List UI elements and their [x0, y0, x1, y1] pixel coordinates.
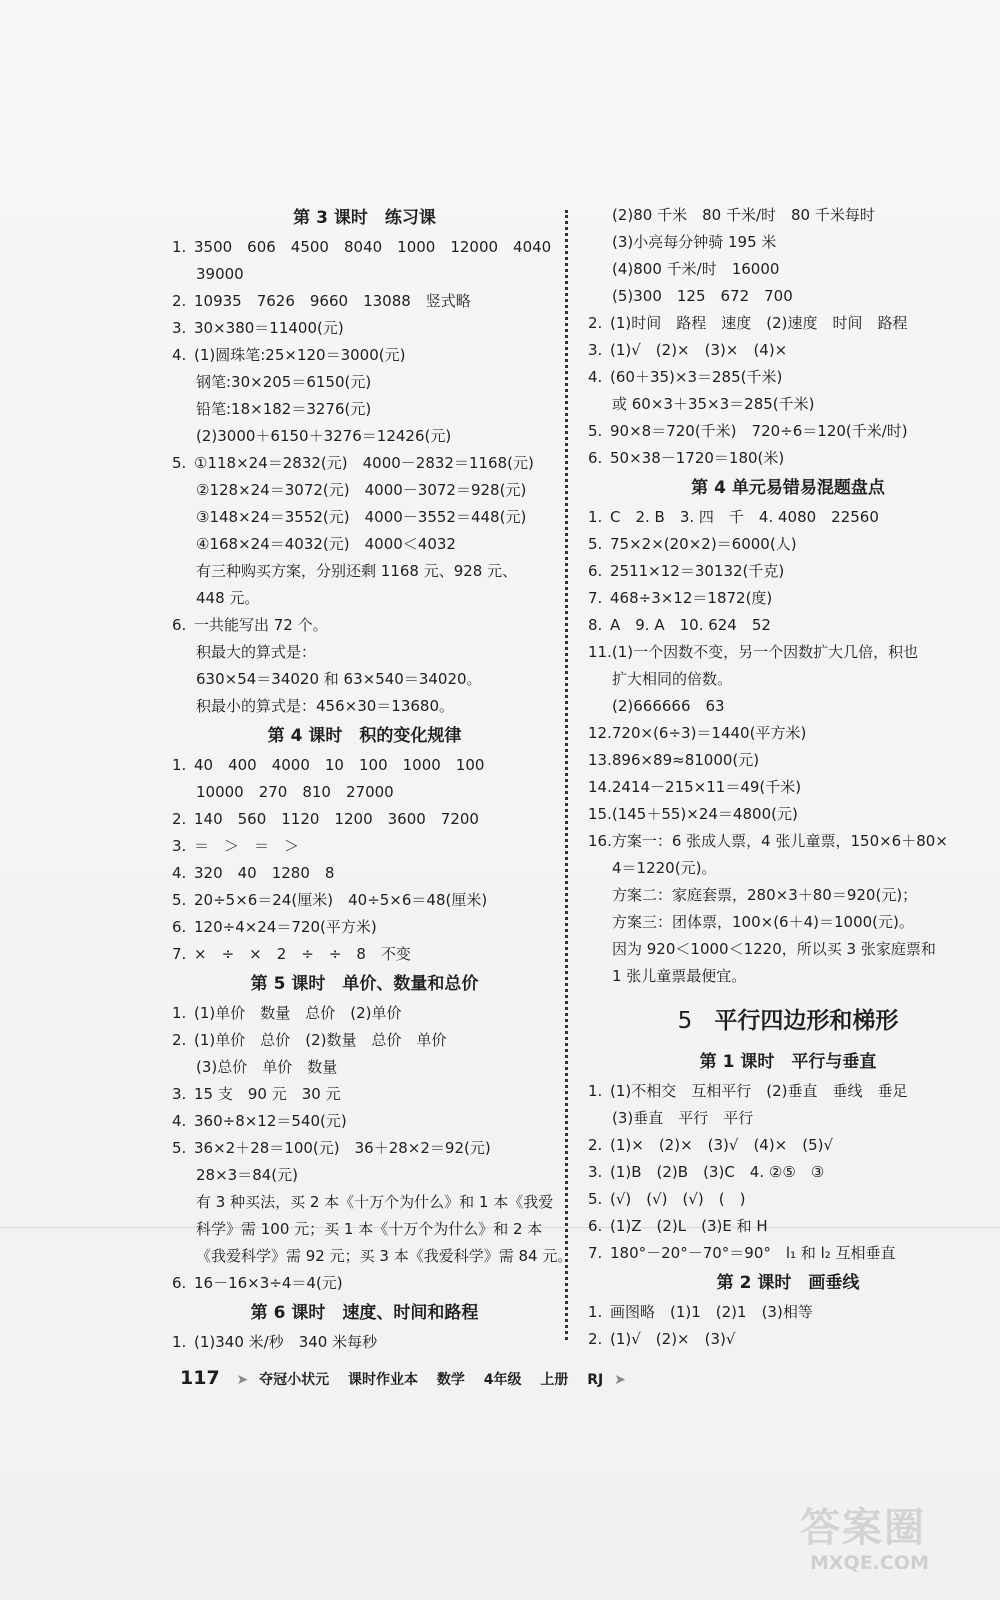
answer-line — [588, 531, 988, 558]
answer-line — [588, 364, 988, 391]
question-number: 3. — [588, 341, 603, 359]
question-number: 5. — [588, 1190, 603, 1208]
answer-text: (145＋55)×24＝4800(元) — [611, 805, 798, 823]
answer-line — [172, 833, 557, 860]
question-number: 3. — [172, 837, 187, 855]
section-heading: 第 4 单元易错易混题盘点 — [691, 478, 885, 498]
answer-continuation: (3)垂直 平行 平行 — [612, 1109, 754, 1127]
answer-line — [172, 1108, 557, 1135]
question-number: 1. — [172, 1333, 187, 1351]
answer-line — [172, 1027, 557, 1054]
answer-line — [172, 288, 557, 315]
answer-text: ＝ ＞ ＝ ＞ — [194, 837, 300, 855]
question-number: 6. — [588, 562, 603, 580]
answer-continuation: 积最大的算式是： — [196, 643, 317, 661]
answer-text: (1)Z (2)L (3)E 和 H — [610, 1217, 768, 1235]
answer-line — [172, 1329, 557, 1356]
answer-text: (1)B (2)B (3)C 4. ②⑤ ③ — [610, 1163, 825, 1181]
question-number: 3. — [588, 1163, 603, 1181]
answer-text: 40 400 4000 10 100 1000 100 — [194, 756, 485, 774]
answer-line — [588, 1213, 988, 1240]
question-number: 4. — [172, 346, 187, 364]
answer-text: ①118×24＝2832(元) 4000－2832＝1168(元) — [194, 454, 534, 472]
answer-text: 50×38－1720＝180(米) — [610, 449, 785, 467]
answer-continuation: (3)总价 单价 数量 — [196, 1058, 338, 1076]
question-number: 11. — [588, 643, 612, 661]
section-heading: 第 3 课时 练习课 — [293, 208, 436, 228]
column-divider — [565, 210, 568, 1340]
section-heading: 第 5 课时 单价、数量和总价 — [250, 974, 479, 994]
answer-line — [588, 612, 988, 639]
answer-text: 2414－215×11＝49(千米) — [611, 778, 802, 796]
question-number: 2. — [588, 1330, 603, 1348]
question-number: 5. — [588, 422, 603, 440]
answer-continuation: 1 张儿童票最便宜。 — [612, 967, 747, 985]
answer-line — [172, 806, 557, 833]
question-number: 1. — [172, 756, 187, 774]
answer-line — [588, 1240, 988, 1267]
question-number: 1. — [588, 508, 603, 526]
answer-line — [588, 418, 988, 445]
answer-line — [588, 1159, 988, 1186]
answer-text: 720×(6÷3)＝1440(平方米) — [611, 724, 807, 742]
answer-line — [588, 445, 988, 472]
answer-text: 20÷5×6＝24(厘米) 40÷5×6＝48(厘米) — [194, 891, 488, 909]
question-number: 2. — [588, 1136, 603, 1154]
answer-text: (1)340 米/秒 340 米每秒 — [194, 1333, 378, 1351]
answer-continuation: 39000 — [196, 265, 244, 283]
answer-text: 360÷8×12＝540(元) — [194, 1112, 347, 1130]
question-number: 5. — [588, 535, 603, 553]
question-number: 2. — [172, 810, 187, 828]
answer-line — [588, 801, 988, 828]
answer-text: 10935 7626 9660 13088 竖式略 — [194, 292, 471, 310]
question-number: 15. — [588, 805, 612, 823]
question-number: 1. — [588, 1303, 603, 1321]
answer-line — [588, 720, 988, 747]
question-number: 12. — [588, 724, 612, 742]
question-number: 16. — [588, 832, 612, 850]
answer-text: 15 支 90 元 30 元 — [194, 1085, 341, 1103]
answer-text: A 9. A 10. 624 52 — [610, 616, 771, 634]
answer-continuation: 4＝1220(元)。 — [612, 859, 717, 877]
answer-text: 140 560 1120 1200 3600 7200 — [194, 810, 479, 828]
question-number: 3. — [172, 319, 187, 337]
answer-line — [172, 342, 557, 369]
answer-continuation: 方案三：团体票，100×(6＋4)＝1000(元)。 — [612, 913, 914, 931]
question-number: 5. — [172, 454, 187, 472]
answer-line — [588, 1326, 988, 1353]
watermark — [800, 1505, 985, 1595]
answer-text: 3500 606 4500 8040 1000 12000 4040 — [194, 238, 552, 256]
book-name: 课时作业本 — [348, 1372, 419, 1388]
answer-continuation: (4)800 千米/时 16000 — [612, 260, 780, 278]
question-number: 4. — [172, 864, 187, 882]
answer-continuation: 钢笔:30×205＝6150(元) — [196, 373, 372, 391]
answer-text: (60＋35)×3＝285(千米) — [610, 368, 783, 386]
answer-text: 画图略 (1)1 (2)1 (3)相等 — [610, 1303, 813, 1321]
answer-continuation: 因为 920＜1000＜1220，所以买 3 张家庭票和 — [612, 940, 936, 958]
answer-text: (1)× (2)× (3)√ (4)× (5)√ — [610, 1136, 834, 1154]
question-number: 13. — [588, 751, 612, 769]
answer-line — [172, 1270, 557, 1297]
answer-text: (1)圆珠笔:25×120＝3000(元) — [194, 346, 406, 364]
answer-text: (1)单价 数量 总价 (2)单价 — [194, 1004, 402, 1022]
brand-name: 夺冠小状元 — [259, 1372, 330, 1388]
question-number: 6. — [172, 1274, 187, 1292]
question-number: 6. — [588, 449, 603, 467]
arrow-icon: ➤ — [236, 1372, 249, 1388]
answer-line — [588, 828, 988, 855]
answer-text: 36×2＋28＝100(元) 36＋28×2＝92(元) — [194, 1139, 491, 1157]
answer-text: C 2. B 3. 四 千 4. 4080 22560 — [610, 508, 879, 526]
answer-continuation: (2)80 千米 80 千米/时 80 千米每时 — [612, 206, 875, 224]
watermark-url: MXQE.COM — [810, 1552, 929, 1574]
answer-continuation: 448 元。 — [196, 589, 260, 607]
page-footer — [180, 1363, 632, 1393]
section-heading: 第 4 课时 积的变化规律 — [267, 726, 462, 746]
answer-continuation: 有 3 种买法，买 2 本《十万个为什么》和 1 本《我爱 — [196, 1193, 554, 1211]
answer-line — [588, 504, 988, 531]
answer-continuation: 28×3＝84(元) — [196, 1166, 298, 1184]
answer-line — [172, 914, 557, 941]
answer-continuation: 扩大相同的倍数。 — [612, 670, 733, 688]
question-number: 7. — [588, 1244, 603, 1262]
grade: 4年级 — [483, 1372, 522, 1388]
watermark-logo: 答案圈 — [800, 1505, 926, 1551]
edition: RJ — [587, 1372, 604, 1388]
question-number: 14. — [588, 778, 612, 796]
answer-line — [172, 1135, 557, 1162]
answer-line — [588, 585, 988, 612]
answer-line — [588, 310, 988, 337]
answer-text: (1)√ (2)× (3)√ — [610, 1330, 736, 1348]
answer-line — [172, 450, 557, 477]
question-number: 2. — [172, 1031, 187, 1049]
answer-text: (1)√ (2)× (3)× (4)× — [610, 341, 788, 359]
answer-text: (1)不相交 互相平行 (2)垂直 垂线 垂足 — [610, 1082, 908, 1100]
answer-line — [588, 747, 988, 774]
answer-line — [172, 315, 557, 342]
volume: 上册 — [540, 1372, 569, 1388]
answer-continuation: (5)300 125 672 700 — [612, 287, 793, 305]
question-number: 2. — [172, 292, 187, 310]
answer-continuation: ④168×24＝4032(元) 4000＜4032 — [196, 535, 456, 553]
answer-continuation: (2)666666 63 — [612, 697, 725, 715]
answer-continuation: 科学》需 100 元；买 1 本《十万个为什么》和 2 本 — [196, 1220, 543, 1238]
question-number: 6. — [172, 616, 187, 634]
answer-line — [172, 887, 557, 914]
answer-text: 320 40 1280 8 — [194, 864, 335, 882]
answer-continuation: 有三种购买方案，分别还剩 1168 元、928 元、 — [196, 562, 518, 580]
section-heading: 第 6 课时 速度、时间和路程 — [250, 1303, 479, 1323]
question-number: 7. — [172, 945, 187, 963]
question-number: 5. — [172, 1139, 187, 1157]
answer-text: (1)时间 路程 速度 (2)速度 时间 路程 — [610, 314, 908, 332]
chapter-text: 平行四边形和梯形 — [714, 1008, 899, 1034]
answer-continuation: 积最小的算式是：456×30＝13680。 — [196, 697, 455, 715]
answer-line — [588, 1299, 988, 1326]
answer-text: 方案一：6 张成人票，4 张儿童票，150×6＋80× — [611, 832, 948, 850]
answer-text: 896×89≈81000(元) — [611, 751, 760, 769]
right-column — [588, 202, 988, 1353]
answer-text: 30×380＝11400(元) — [194, 319, 344, 337]
answer-continuation: 《我爱科学》需 92 元；买 3 本《我爱科学》需 84 元。 — [196, 1247, 573, 1265]
question-number: 4. — [172, 1112, 187, 1130]
answer-text: (1)单价 总价 (2)数量 总价 单价 — [194, 1031, 447, 1049]
question-number: 6. — [172, 918, 187, 936]
answer-line — [588, 639, 988, 666]
answer-line — [172, 860, 557, 887]
chapter-title — [588, 996, 988, 1046]
question-number: 6. — [588, 1217, 603, 1235]
answer-text: 一共能写出 72 个。 — [194, 616, 328, 634]
answer-line — [172, 752, 557, 779]
question-number: 2. — [588, 314, 603, 332]
answer-text: 468÷3×12＝1872(度) — [610, 589, 773, 607]
answer-continuation: 铅笔:18×182＝3276(元) — [196, 400, 372, 418]
answer-line — [588, 1078, 988, 1105]
page-number: 117 — [180, 1367, 220, 1389]
question-number: 3. — [172, 1085, 187, 1103]
answer-line — [172, 234, 557, 261]
answer-line — [172, 941, 557, 968]
answer-line — [172, 1081, 557, 1108]
answer-text: 120÷4×24＝720(平方米) — [194, 918, 377, 936]
answer-continuation: 方案二：家庭套票，280×3＋80＝920(元)； — [612, 886, 918, 904]
answer-continuation: (3)小亮每分钟骑 195 米 — [612, 233, 777, 251]
question-number: 4. — [588, 368, 603, 386]
answer-text: (1)一个因数不变，另一个因数扩大几倍，积也 — [611, 643, 919, 661]
question-number: 1. — [172, 1004, 187, 1022]
question-number: 7. — [588, 589, 603, 607]
answer-continuation: ②128×24＝3072(元) 4000－3072＝928(元) — [196, 481, 527, 499]
question-number: 5. — [172, 891, 187, 909]
answer-line — [588, 558, 988, 585]
answer-text: 2511×12＝30132(千克) — [610, 562, 785, 580]
question-number: 8. — [588, 616, 603, 634]
answer-line — [172, 612, 557, 639]
answer-continuation: ③148×24＝3552(元) 4000－3552＝448(元) — [196, 508, 527, 526]
left-column — [172, 202, 573, 1356]
answer-continuation: (2)3000＋6150＋3276＝12426(元) — [196, 427, 452, 445]
answer-continuation: 630×54＝34020 和 63×540＝34020。 — [196, 670, 482, 688]
answer-line — [588, 1132, 988, 1159]
answer-text: 180°－20°－70°＝90° l₁ 和 l₂ 互相垂直 — [610, 1244, 896, 1262]
section-heading: 第 2 课时 画垂线 — [716, 1273, 860, 1293]
answer-line — [588, 337, 988, 364]
answer-text: 16－16×3÷4＝4(元) — [194, 1274, 343, 1292]
answer-line — [172, 1000, 557, 1027]
answer-text: (√) (√) (√) ( ) — [610, 1190, 746, 1208]
arrow-icon: ➤ — [614, 1372, 626, 1388]
answer-text: 75×2×(20×2)＝6000(人) — [610, 535, 797, 553]
answer-text: 90×8＝720(千米) 720÷6＝120(千米/时) — [610, 422, 908, 440]
subject: 数学 — [436, 1372, 465, 1388]
answer-line — [588, 1186, 988, 1213]
chapter-number: 5 — [677, 1008, 693, 1034]
section-heading: 第 1 课时 平行与垂直 — [699, 1052, 877, 1072]
question-number: 1. — [588, 1082, 603, 1100]
answer-continuation: 10000 270 810 27000 — [196, 783, 394, 801]
answer-continuation: 或 60×3＋35×3＝285(千米) — [612, 395, 815, 413]
question-number: 1. — [172, 238, 187, 256]
answer-text: × ÷ × 2 ÷ ÷ 8 不变 — [194, 945, 411, 963]
answer-line — [588, 774, 988, 801]
